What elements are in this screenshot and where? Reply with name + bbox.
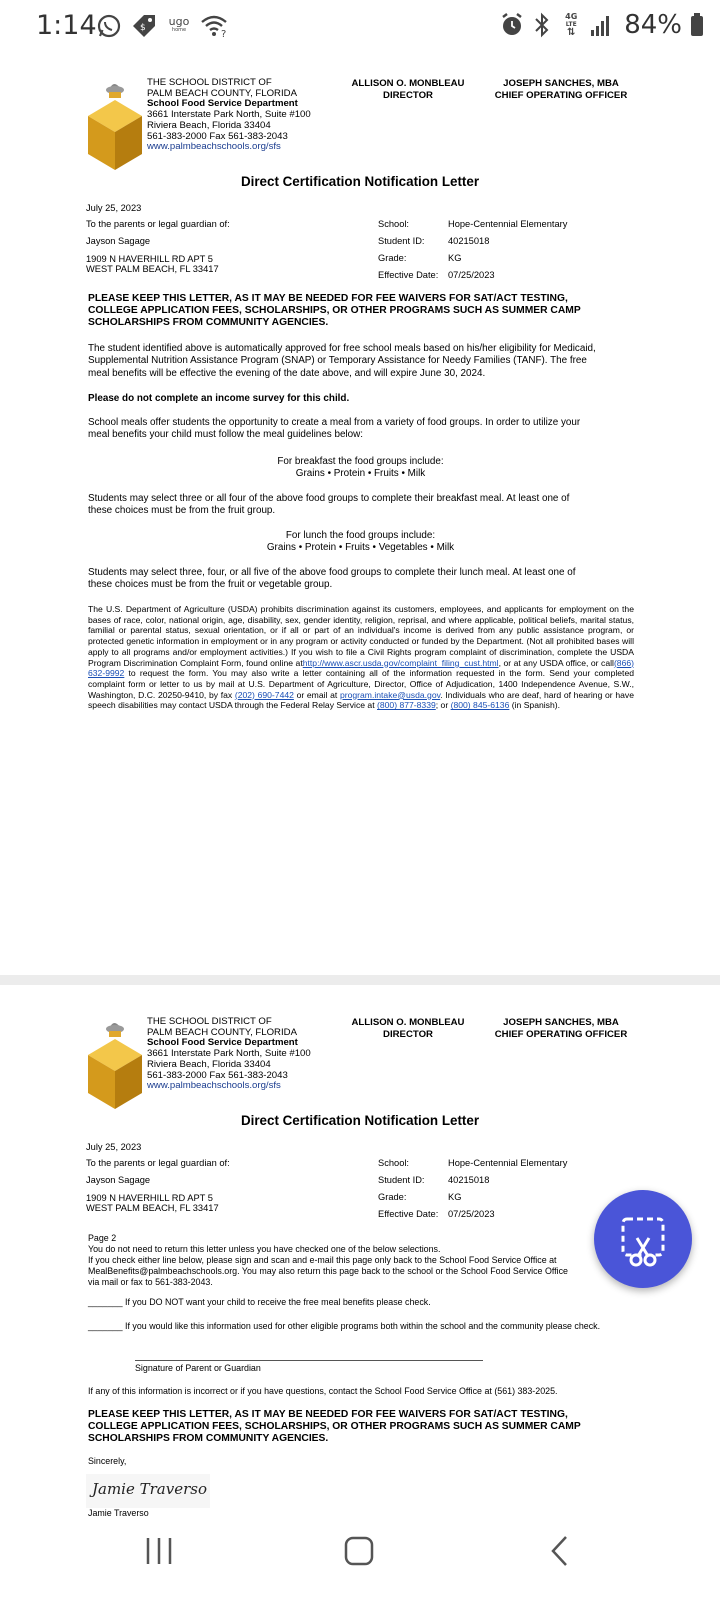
org-line-2: PALM BEACH COUNTY, FLORIDA bbox=[147, 87, 297, 99]
battery-icon bbox=[690, 12, 704, 38]
warning-line-2: COLLEGE APPLICATION FEES, SCHOLARSHIPS, OR OTHER PROGRAMS SUCH AS SUMMER CAMP bbox=[88, 1421, 581, 1432]
address-2: Riviera Beach, Florida 33404 bbox=[147, 1058, 271, 1070]
sincerely: Sincerely, bbox=[88, 1456, 127, 1466]
legal-text-b: , or at any USDA office, or call bbox=[498, 657, 614, 668]
meals-paragraph bbox=[88, 417, 636, 442]
status-time: 1:14 bbox=[36, 10, 97, 41]
warning-line-3: SCHOLARSHIPS FROM COMMUNITY AGENCIES. bbox=[88, 1433, 329, 1444]
address-line-1: 1909 N HAVERHILL RD APT 5 bbox=[86, 1193, 213, 1203]
phone-fax: 561-383-2000 Fax 561-383-2043 bbox=[147, 130, 288, 142]
director-name: ALLISON O. MONBLEAU bbox=[351, 1017, 465, 1028]
to-line: To the parents or legal guardian of: bbox=[86, 219, 230, 229]
share-info-checkline: _______ If you would like this information used for other eligible programs both within the school and the community please check. bbox=[88, 1321, 601, 1331]
approval-line-3: meal benefits will be effective the evening of the date above, and will expire June 30, 2024. bbox=[88, 367, 486, 379]
org-block-2 bbox=[147, 1017, 311, 1092]
phone-fax: 561-383-2000 Fax 561-383-2043 bbox=[147, 1069, 288, 1081]
coo-title: CHIEF OPERATING OFFICER bbox=[494, 90, 628, 101]
to-line-2: To the parents or legal guardian of: bbox=[86, 1158, 230, 1168]
warning-line-1: PLEASE KEEP THIS LETTER, AS IT MAY BE NEEDED FOR FEE WAIVERS FOR SAT/ACT TESTING, bbox=[88, 293, 568, 304]
legal-text-f: ; or bbox=[435, 700, 451, 711]
letter-date-2: July 25, 2023 bbox=[86, 1142, 142, 1152]
coo-name: JOSEPH SANCHES, MBA bbox=[503, 1017, 619, 1028]
effective-date-value: 07/25/2023 bbox=[448, 270, 495, 280]
alarm-icon bbox=[500, 12, 524, 38]
director-title: DIRECTOR bbox=[383, 1029, 433, 1040]
student-name: Jayson Sagage bbox=[86, 236, 151, 246]
bluetooth-icon bbox=[532, 12, 552, 38]
grade-label: Grade: bbox=[378, 1192, 407, 1202]
breakfast-heading: For breakfast the food groups include: bbox=[277, 456, 444, 467]
effective-date-label: Effective Date: bbox=[378, 270, 439, 280]
fax-link[interactable]: (202) 690-7442 bbox=[234, 689, 294, 700]
signature-line bbox=[135, 1360, 483, 1361]
approval-line-2: Supplemental Nutrition Assistance Program (SNAP) or Temporary Assistance for Needy Families (TANF). The free bbox=[88, 355, 587, 367]
return-note-line-4: via mail or fax to 561-383-2043. bbox=[88, 1276, 213, 1287]
contact-note: If any of this information is incorrect or if you have questions, contact the School Food Service Office at (561) 383-2025. bbox=[88, 1386, 558, 1396]
school-district-logo-2 bbox=[86, 1017, 144, 1109]
address-line-2: WEST PALM BEACH, FL 33417 bbox=[86, 264, 219, 274]
relay-link-2[interactable]: (800) 845-6136 bbox=[450, 700, 510, 711]
address-line-1: 1909 N HAVERHILL RD APT 5 bbox=[86, 254, 213, 264]
page2-instructions bbox=[88, 1233, 648, 1288]
page-label: Page 2 bbox=[88, 1233, 117, 1243]
org-line-1: THE SCHOOL DISTRICT OF bbox=[147, 1016, 272, 1027]
school-label: School: bbox=[378, 1158, 410, 1168]
legal-text-d: or email at bbox=[293, 689, 340, 700]
org-block bbox=[147, 78, 311, 153]
signature-label: Signature of Parent or Guardian bbox=[135, 1363, 261, 1373]
back-button[interactable] bbox=[544, 1534, 578, 1568]
coo-block bbox=[490, 78, 632, 102]
lunch-groups bbox=[88, 530, 633, 555]
keep-letter-warning bbox=[88, 293, 628, 329]
mailing-address bbox=[86, 254, 219, 274]
approval-line-1: The student identified above is automatically approved for free school meals based on his/her eligibility for Medicaid, bbox=[88, 343, 596, 354]
student-id-label: Student ID: bbox=[378, 1175, 425, 1185]
screen-capture-button[interactable] bbox=[594, 1190, 692, 1288]
warning-line-2: COLLEGE APPLICATION FEES, SCHOLARSHIPS, OR OTHER PROGRAMS SUCH AS SUMMER CAMP bbox=[88, 305, 581, 316]
battery-percent: 84% bbox=[624, 10, 682, 40]
breakfast-rule bbox=[88, 493, 636, 518]
lunch-rule-line-2: these choices must be from the fruit or vegetable group. bbox=[88, 579, 333, 591]
ugo-icon bbox=[166, 17, 192, 35]
meals-line-2: meal benefits your child must follow the meal guidelines below: bbox=[88, 429, 363, 441]
district-url[interactable]: www.palmbeachschools.org/sfs bbox=[147, 141, 281, 153]
svg-text:$: $ bbox=[140, 23, 146, 33]
grade-value: KG bbox=[448, 253, 462, 263]
return-note-line-1: You do not need to return this letter unless you have checked one of the below selections. bbox=[88, 1243, 441, 1254]
effective-date-label: Effective Date: bbox=[378, 1209, 439, 1219]
signal-icon bbox=[590, 13, 612, 37]
signer-name: Jamie Traverso bbox=[88, 1508, 149, 1516]
school-value: Hope-Centennial Elementary bbox=[448, 219, 568, 229]
student-id-value: 40215018 bbox=[448, 236, 490, 246]
student-name-2: Jayson Sagage bbox=[86, 1175, 151, 1185]
breakfast-groups bbox=[88, 456, 633, 481]
lunch-rule bbox=[88, 567, 636, 592]
navigation-bar bbox=[0, 1516, 720, 1600]
org-line-2: PALM BEACH COUNTY, FLORIDA bbox=[147, 1026, 297, 1038]
legal-text-c: to request the form. You may also write a letter containing all of the information requested in the form. Send your completed complaint form or letter to us by mail at U.S. Department of Agriculture, Director, Office of Adjudication, 1400 Independence Avenue, S.W., Washington, D.C. 20250-9410, by fax bbox=[88, 668, 634, 700]
effective-date-value: 07/25/2023 bbox=[448, 1209, 495, 1219]
usda-nondiscrimination-statement bbox=[88, 604, 634, 711]
director-title: DIRECTOR bbox=[383, 90, 433, 101]
phone-link-1[interactable]: (866) 632-9992 bbox=[88, 657, 634, 679]
return-note-line-3: MealBenefits@palmbeachschools.org. You may also return this page back to the school or the School Food Service Office bbox=[88, 1265, 568, 1276]
director-block bbox=[346, 78, 470, 102]
return-note-line-2: If you check either line below, please sign and scan and e-mail this page only back to the School Food Service Office at bbox=[88, 1254, 557, 1265]
lunch-rule-line-1: Students may select three, four, or all five of the above food groups to complete their lunch meal. At least one of bbox=[88, 567, 576, 578]
status-bar bbox=[0, 0, 720, 54]
no-survey-note: Please do not complete an income survey for this child. bbox=[88, 393, 350, 404]
student-id-label: Student ID: bbox=[378, 236, 425, 246]
mailing-address-2 bbox=[86, 1193, 219, 1213]
lunch-group-list: Grains • Protein • Fruits • Vegetables • Milk bbox=[266, 542, 455, 554]
data-arrows-icon: 4G LTE ⇅ bbox=[560, 13, 582, 37]
student-info-2 bbox=[378, 1155, 567, 1223]
keep-letter-warning-2 bbox=[88, 1409, 628, 1445]
page-divider bbox=[0, 975, 720, 985]
dept-name: School Food Service Department bbox=[147, 98, 298, 110]
breakfast-rule-line-1: Students may select three or all four of the above food groups to complete their breakfast meal. At least one of bbox=[88, 493, 570, 504]
decline-benefits-checkline: _______ If you DO NOT want your child to receive the free meal benefits please check. bbox=[88, 1297, 431, 1307]
net-badge-top: 4G bbox=[565, 12, 578, 21]
legal-text-g: (in Spanish). bbox=[509, 700, 561, 711]
school-district-logo bbox=[86, 78, 144, 170]
lunch-heading: For lunch the food groups include: bbox=[285, 530, 436, 541]
district-url[interactable]: www.palmbeachschools.org/sfs bbox=[147, 1080, 281, 1092]
letter-title-2: Direct Certification Notification Letter bbox=[240, 1113, 480, 1128]
coo-block-2 bbox=[490, 1017, 632, 1041]
legal-text-e: . Individuals who are deaf, hard of hearing or have speech disabilities may contact USDA through the Federal Relay Service at bbox=[88, 689, 634, 711]
grade-value: KG bbox=[448, 1192, 462, 1202]
address-line-2: WEST PALM BEACH, FL 33417 bbox=[86, 1203, 219, 1213]
email-link[interactable]: program.intake@usda.gov bbox=[339, 689, 441, 700]
meals-line-1: School meals offer students the opportunity to create a meal from a variety of food groups. In order to utilize your bbox=[88, 417, 581, 428]
approval-paragraph bbox=[88, 343, 636, 380]
student-id-value: 40215018 bbox=[448, 1175, 490, 1185]
tag-icon bbox=[130, 12, 158, 40]
student-info bbox=[378, 216, 567, 284]
letter-date: July 25, 2023 bbox=[86, 203, 142, 213]
director-name: ALLISON O. MONBLEAU bbox=[351, 78, 465, 89]
whatsapp-icon bbox=[96, 13, 122, 39]
ugo-brand: ugo bbox=[168, 15, 190, 28]
scissors-capture-icon bbox=[594, 1190, 692, 1288]
coo-name: JOSEPH SANCHES, MBA bbox=[503, 78, 619, 89]
breakfast-group-list: Grains • Protein • Fruits • Milk bbox=[295, 468, 426, 480]
grade-label: Grade: bbox=[378, 253, 407, 263]
address-2: Riviera Beach, Florida 33404 bbox=[147, 119, 271, 131]
recent-apps-button[interactable] bbox=[142, 1534, 176, 1568]
signature-script: Jamie Traverso bbox=[92, 1480, 207, 1498]
home-button[interactable] bbox=[342, 1534, 376, 1568]
warning-line-3: SCHOLARSHIPS FROM COMMUNITY AGENCIES. bbox=[88, 317, 329, 328]
org-line-1: THE SCHOOL DISTRICT OF bbox=[147, 77, 272, 88]
legal-text-a: The U.S. Department of Agriculture (USDA) prohibits discrimination against its customers, employees, and applicants for employment on the bases of race, color, national origin, age, disability, sex, gender identity, religion, reprisal, and where applicable, political beliefs, marital status, familial or parental status, sexual orientation, or if all or part of an individual's income is derived from any public assistance program, or protected genetic information in employment or in any program or activity conducted or funded by the Department. (Not all prohibited bases will apply to all programs and/or employment activities.) If you wish to file a Civil Rights program complaint of discrimination, complete the USDA Program Discrimination Complaint Form, found online at bbox=[88, 604, 634, 668]
coo-title: CHIEF OPERATING OFFICER bbox=[494, 1029, 628, 1040]
dept-name: School Food Service Department bbox=[147, 1037, 298, 1049]
complaint-form-link[interactable]: http://www.ascr.usda.gov/complaint_filing_cust.html bbox=[302, 657, 499, 668]
address-1: 3661 Interstate Park North, Suite #100 bbox=[147, 1048, 311, 1060]
address-1: 3661 Interstate Park North, Suite #100 bbox=[147, 109, 311, 121]
school-label: School: bbox=[378, 219, 410, 229]
director-block-2 bbox=[346, 1017, 470, 1041]
relay-link-1[interactable]: (800) 877-8339 bbox=[377, 700, 436, 711]
school-value: Hope-Centennial Elementary bbox=[448, 1158, 568, 1168]
warning-line-1: PLEASE KEEP THIS LETTER, AS IT MAY BE NEEDED FOR FEE WAIVERS FOR SAT/ACT TESTING, bbox=[88, 1409, 568, 1420]
wifi-question-icon bbox=[200, 13, 230, 39]
svg-text:?: ? bbox=[221, 29, 227, 39]
letter-title: Direct Certification Notification Letter bbox=[240, 174, 480, 189]
signature-image bbox=[86, 1474, 210, 1508]
ugo-sub: home bbox=[171, 27, 187, 33]
net-badge-bottom: LTE bbox=[565, 21, 577, 28]
breakfast-rule-line-2: these choices must be from the fruit group. bbox=[88, 505, 276, 517]
